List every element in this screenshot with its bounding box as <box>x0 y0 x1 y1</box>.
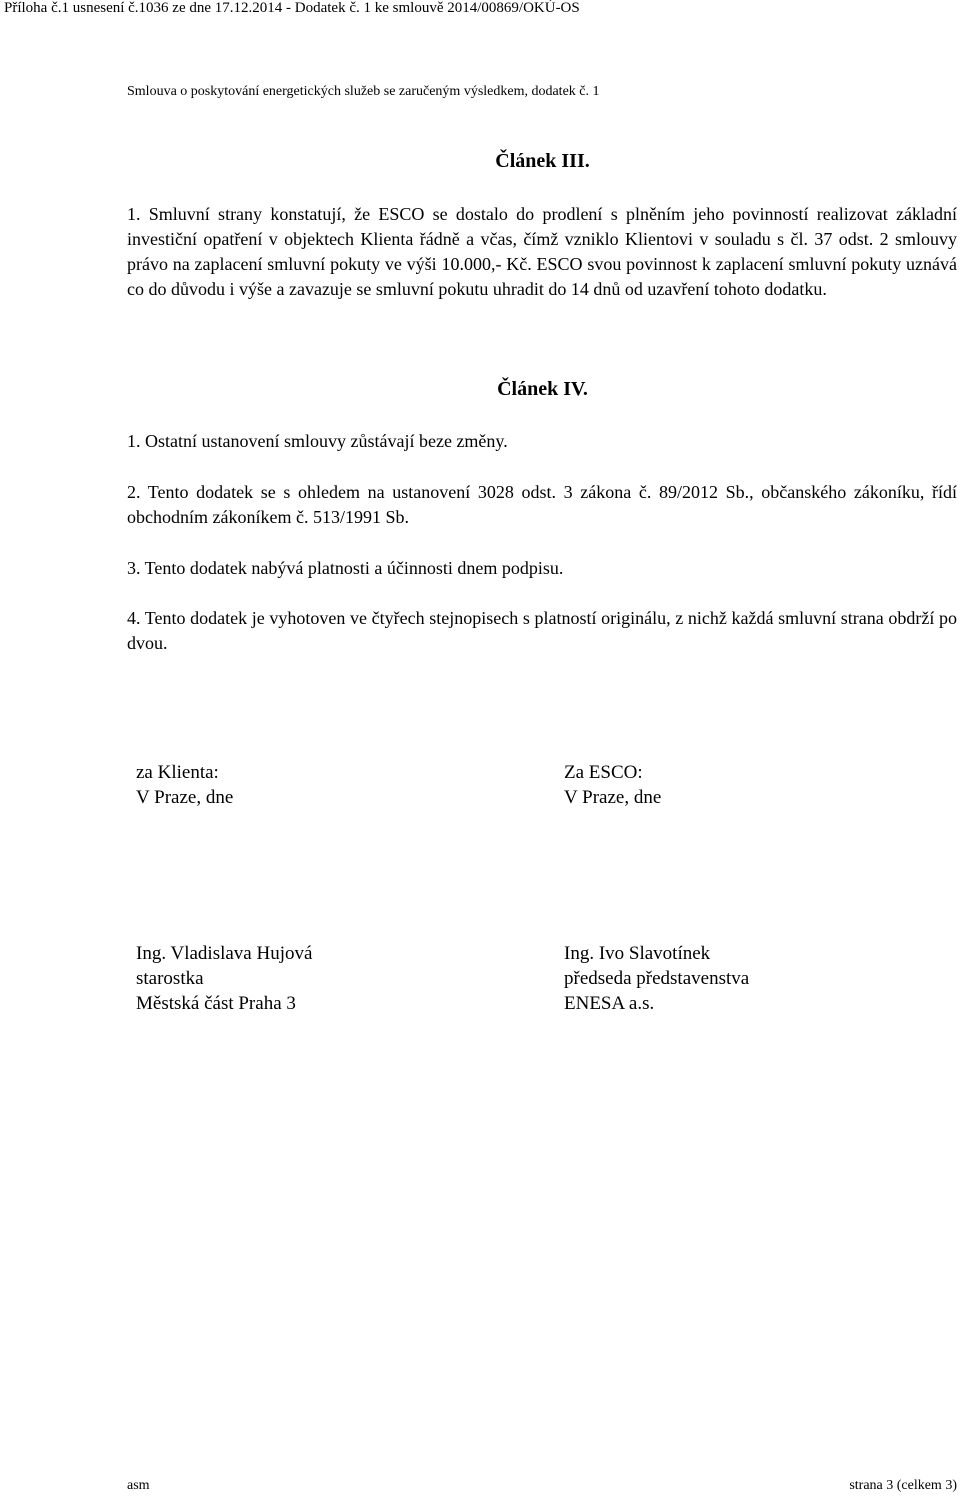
client-signatory-name: Ing. Vladislava Hujová <box>136 943 313 964</box>
client-signatory <box>136 941 312 1016</box>
article-4-paragraph-1: 1. Ostatní ustanovení smlouvy zůstávají beze změny. <box>127 431 508 451</box>
client-party-label: za Klienta: <box>136 762 219 783</box>
esco-signature-block <box>564 760 661 810</box>
article-4-paragraph-2: 2. Tento dodatek se s ohledem na ustanovení 3028 odst. 3 zákona č. 89/2012 Sb., občanského zákoníku, řídí obchodním zákoníkem č. 513/1991 Sb. <box>127 482 957 527</box>
page-number: strana 3 (celkem 3) <box>849 1478 957 1493</box>
contract-subtitle: Smlouva o poskytování energetických služeb se zaručeným výsledkem, dodatek č. 1 <box>127 84 600 99</box>
esco-signatory-role: předseda představenstva <box>564 968 750 989</box>
article-3-paragraph-1: 1. Smluvní strany konstatují, že ESCO se dostalo do prodlení s plněním jeho povinností realizovat základní investiční opatření v objektech Klienta řádně a včas, čímž vzniklo Klientovi v souladu s čl. 37 odst. 2 smlouvy právo na zaplacení smluvní pokuty ve výši 10.000,- Kč. ESCO svou povinnost k zaplacení smluvní pokuty uznává co do důvodu i výše a zavazuje se smluvní pokutu uhradit do 14 dnů od uzavření tohoto dodatku. <box>127 204 957 299</box>
client-signatory-org: Městská část Praha 3 <box>136 993 296 1014</box>
client-place-date: V Praze, dne <box>136 787 234 808</box>
client-signature-block <box>136 760 233 810</box>
article-4-paragraph-4: 4. Tento dodatek je vyhotoven ve čtyřech stejnopisech s platností originálu, z nichž každá smluvní strana obdrží po dvou. <box>127 608 957 653</box>
client-signatory-role: starostka <box>136 968 204 989</box>
esco-signatory-name: Ing. Ivo Slavotínek <box>564 943 711 964</box>
esco-signatory <box>564 941 749 1016</box>
document-header: Příloha č.1 usnesení č.1036 ze dne 17.12.2014 - Dodatek č. 1 ke smlouvě 2014/00869/OKÚ-OS <box>4 0 580 16</box>
article-4-title: Článek IV. <box>497 378 588 400</box>
article-3-title: Článek III. <box>495 150 590 172</box>
article-4-paragraph-3: 3. Tento dodatek nabývá platnosti a účinnosti dnem podpisu. <box>127 558 564 578</box>
esco-signatory-org: ENESA a.s. <box>564 993 655 1014</box>
esco-party-label: Za ESCO: <box>564 762 643 783</box>
footer-initials: asm <box>127 1478 150 1493</box>
esco-place-date: V Praze, dne <box>564 787 662 808</box>
